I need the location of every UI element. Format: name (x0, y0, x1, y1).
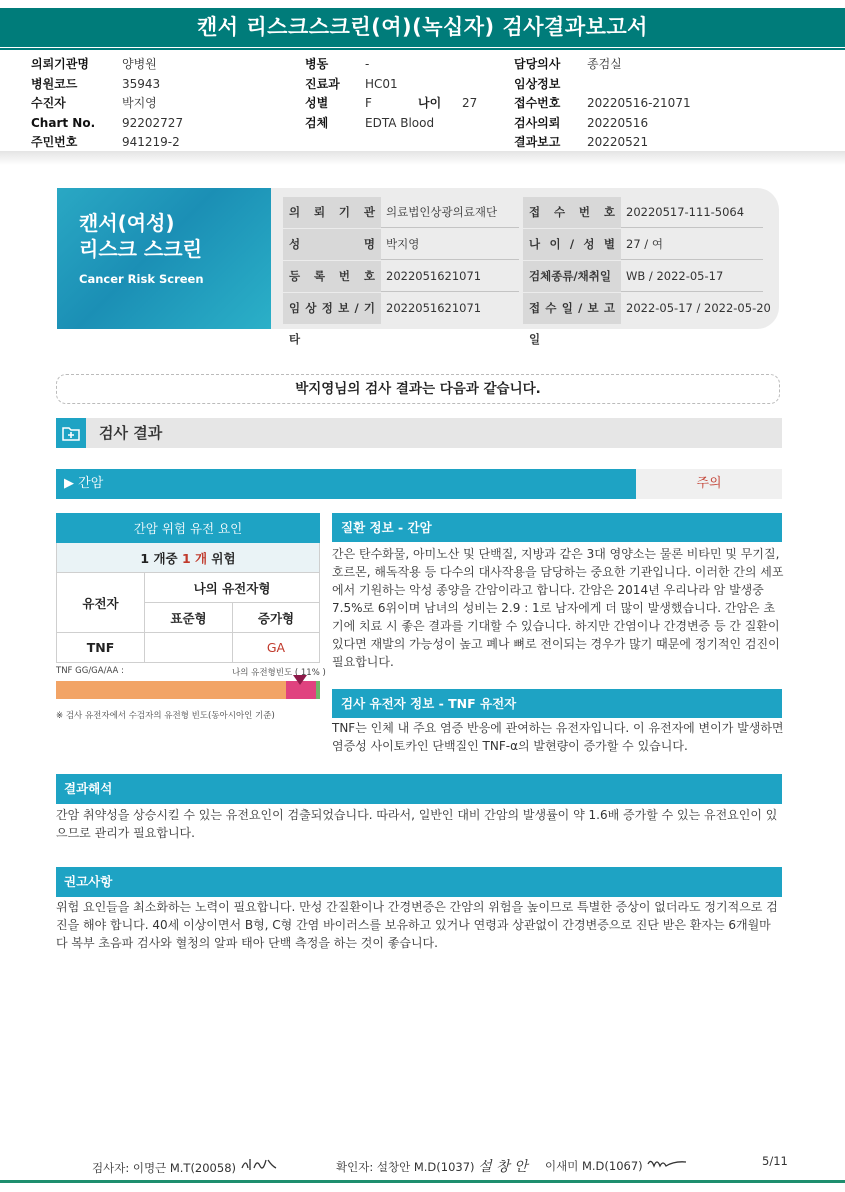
info-label: 성별 (305, 96, 329, 110)
interpretation-title: 결과해석 (56, 774, 782, 804)
genotype-frequency-bar (56, 681, 320, 699)
info-value: EDTA Blood (365, 115, 435, 130)
freq-note: ※ 검사 유전자에서 수검자의 유전형 빈도(동아시아인 기준) (56, 711, 275, 721)
info-value: 941219-2 (122, 135, 180, 149)
recommendation-title: 권고사항 (56, 867, 782, 897)
gene-risk-summary (57, 543, 320, 573)
card-value: 2022051621071 (381, 261, 519, 292)
section-title: 검사 결과 (99, 424, 163, 442)
confirmer-signature: 설 창 안 (478, 1159, 528, 1175)
card-row (283, 197, 773, 229)
info-label: 검체 (305, 115, 329, 130)
increased-value: GA (233, 633, 320, 663)
card-banner (57, 188, 271, 329)
card-value: 박지영 (381, 229, 519, 260)
info-value: 20220521 (587, 135, 649, 149)
summary-count: 1 개 (181, 550, 208, 566)
section-header (56, 418, 782, 448)
info-label: 결과보고 (514, 135, 561, 149)
info-value: HC01 (365, 76, 398, 91)
age-label: 나이 (418, 96, 442, 110)
examiner-text: 검사자: 이명근 M.T(20058) (92, 1161, 236, 1175)
confirmer (336, 1156, 528, 1176)
patient-info-col2 (305, 55, 477, 133)
card-label: 나 이 / 성 별 (523, 229, 621, 260)
info-label: 수진자 (31, 96, 66, 110)
col-standard: 표준형 (145, 603, 233, 633)
card-label: 의 뢰 기 관 (283, 197, 381, 228)
card-label: 검체종류/채취일 (523, 261, 621, 292)
info-value: 20220516-21071 (587, 96, 691, 110)
info-label: 접수번호 (514, 96, 561, 110)
examiner (92, 1156, 280, 1176)
page-number: 5/11 (762, 1154, 788, 1168)
card-title-line2: 리스크 스크린 (79, 237, 202, 261)
summary-pre: 1 개중 (140, 550, 182, 566)
info-label: 담당의사 (514, 57, 561, 71)
second-signature (646, 1159, 690, 1173)
info-label: 병동 (305, 57, 329, 71)
info-value: - (365, 57, 370, 71)
info-label: 병원코드 (31, 76, 78, 91)
info-label: 의뢰기관명 (31, 57, 89, 71)
info-value: 종검실 (587, 57, 622, 71)
header-divider (0, 151, 845, 165)
card-title-line1: 캔서(여성) (79, 211, 175, 235)
greeting-box: 박지영님의 검사 결과는 다음과 같습니다. (56, 374, 780, 404)
info-label: 주민번호 (31, 135, 78, 149)
liver-cancer-bar (56, 469, 782, 499)
gene-info-title: 검사 유전자 정보 - TNF 유전자 (332, 689, 782, 718)
info-value: 20220516 (587, 115, 649, 130)
patient-info-col1 (31, 55, 183, 153)
freq-left-label: TNF GG/GA/AA : (56, 666, 124, 676)
disease-info-title: 질환 정보 - 간암 (332, 513, 782, 542)
info-label: 진료과 (305, 76, 340, 91)
card-value: 27 / 여 (621, 229, 763, 260)
card-value: 20220517-111-5064 (621, 197, 763, 228)
freq-segment-aa (316, 681, 320, 699)
info-label: 검사의뢰 (514, 115, 561, 130)
recommendation-text: 위험 요인들을 최소화하는 노력이 필요합니다. 만성 간질환이나 간경변증은 간암의 위험을 높이므로 특별한 증상이 없더라도 정기적으로 검진을 해야 합니다. 40세 이상이면서 B형, C형 간염 바이러스를 보유하고 있거나 연령과 상관없이 간경변증으로 진단 받은 환자는 6개월마다 복부 초음파 검사와 혈청의 알파 태아 단백 측정을 하는 것이 좋습니다. (56, 900, 778, 950)
card-label: 임 상 정 보 / 기 타 (283, 293, 381, 324)
my-genotype-marker (293, 675, 307, 685)
patient-info-col3 (514, 55, 691, 153)
col-my-genotype: 나의 유전자형 (145, 573, 320, 603)
confirmer-text: 확인자: 설창안 M.D(1037) (336, 1160, 475, 1174)
status-badge: 주의 (696, 476, 722, 491)
info-value: 92202727 (122, 115, 184, 130)
liver-cancer-label: ▶ 간암 (56, 469, 636, 499)
gene-risk-table (56, 513, 320, 663)
card-value: WB / 2022-05-17 (621, 261, 763, 292)
info-value: F (365, 96, 372, 110)
card-label: 접 수 번 호 (523, 197, 621, 228)
second-confirmer-text: 이새미 M.D(1067) (545, 1159, 643, 1173)
second-confirmer (545, 1156, 690, 1174)
card-label: 성 명 (283, 229, 381, 260)
card-title-en: Cancer Risk Screen (79, 272, 204, 286)
report-title: 캔서 리스크스크린(여)(녹십자) 검사결과보고서 (0, 8, 845, 47)
medical-folder-icon (56, 418, 86, 448)
age-value: 27 (462, 96, 478, 110)
summary-card (57, 188, 779, 346)
card-label: 등 록 번 호 (283, 261, 381, 292)
info-value: 박지영 (122, 96, 157, 110)
info-label: 임상정보 (514, 76, 561, 91)
freq-right-label: 나의 유전형빈도 ( 11% ) (232, 668, 326, 678)
gene-table-header: 간암 위험 유전 요인 (57, 514, 320, 543)
gene-info-text: TNF는 인체 내 주요 염증 반응에 관여하는 유전자입니다. 이 유전자에 변이가 발생하면 염증성 사이토카인 단백질인 TNF-α의 발현량이 증가할 수 있습니다. (332, 721, 784, 753)
standard-value (145, 633, 233, 663)
card-value: 2022051621071 (386, 301, 482, 315)
disease-info-text: 간은 탄수화물, 아미노산 및 단백질, 지방과 같은 3대 영양소는 물론 비타민 및 무기질, 호르몬, 해독작용 등 다수의 대사작용을 담당하는 중요한 기관입니다. 이러한 간의 세포에서 기원하는 악성 종양을 간암이라고 합니다. 간암은 2014년 우리나라 암 발생중 7.5%로 6위이며 남녀의 성비는 2.9 : 1로 남자에게 더 많이 발생했습니다. 간암은 초기에 치료 시 좋은 결과를 기대할 수 있습니다. 하지만 간염이나 간경변증 등 간 질환이 있다면 재발의 가능성이 높고 폐나 뼈로 전이되는 경우가 많기 때문에 정기적인 검진이 필요합니다. (332, 547, 784, 669)
card-value: 2022-05-17 / 2022-05-20 (626, 301, 771, 315)
card-row (283, 229, 773, 261)
info-value: 양병원 (122, 57, 157, 71)
card-value: 의료법인상광의료재단 (381, 197, 519, 228)
summary-post: 위험 (207, 550, 236, 566)
info-value: 35943 (122, 76, 161, 91)
col-increased: 증가형 (233, 603, 320, 633)
examiner-signature (240, 1160, 280, 1176)
col-gene: 유전자 (57, 573, 145, 633)
interpretation-text: 간암 취약성을 상승시킬 수 있는 유전요인이 검출되었습니다. 따라서, 일반인 대비 간암의 발생률이 약 1.6배 증가할 수 있는 유전요인이 있으므로 관리가 필요합니다. (56, 808, 778, 840)
card-row (283, 261, 773, 293)
bottom-rule (0, 1180, 845, 1183)
card-label: 접 수 일 / 보 고 일 (523, 293, 621, 324)
info-label: Chart No. (31, 115, 96, 130)
card-row (283, 293, 773, 346)
gene-name: TNF (57, 633, 145, 663)
